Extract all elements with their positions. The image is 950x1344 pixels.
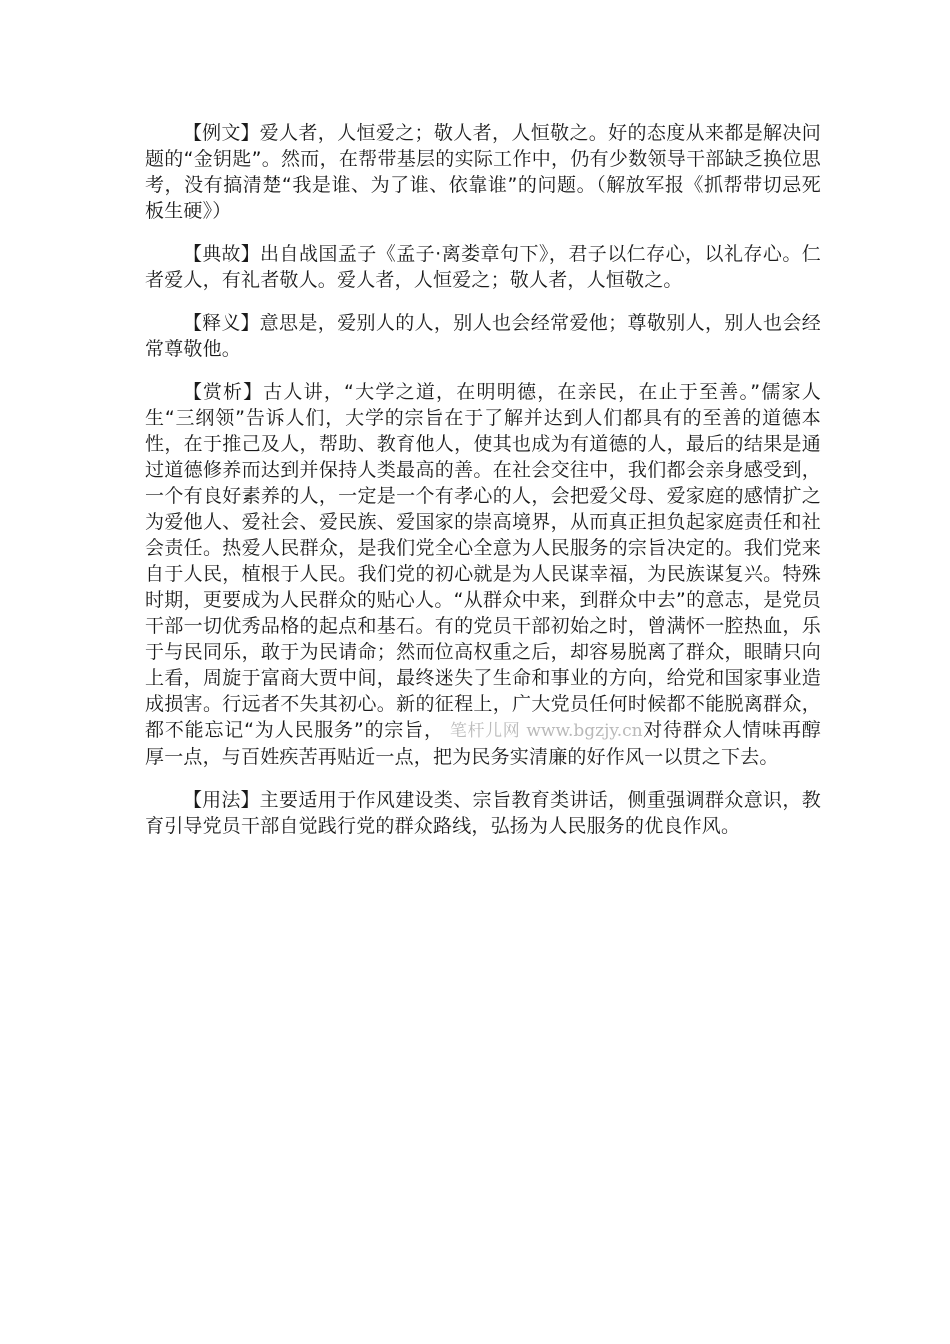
paragraph-appreciation bbox=[145, 379, 821, 770]
section-heading-meaning: 【释义】 bbox=[183, 312, 260, 334]
paragraph-text: 意思是，爱别人的人，别人也会经常爱他；尊敬别人，别人也会经常尊敬他。 bbox=[145, 312, 821, 360]
document-page bbox=[145, 120, 821, 856]
section-heading-allusion: 【典故】 bbox=[183, 243, 261, 265]
paragraph-text: 古人讲，“大学之道，在明明德，在亲民，在止于至善。”儒家人生“三纲领”告诉人们，大学的宗旨在于了解并达到人们都具有的至善的道德本性，在于推己及人，帮助、教育他人，使其也成为有道德的人，最后的结果是通过道德修养而达到并保持人类最高的善。在社会交往中，我们都会亲身感受到，一个有良好素养的人，一定是一个有孝心的人，会把爱父母、爱家庭的感情扩之为爱他人、爱社会、爱民族、爱国家的崇高境界，从而真正担负起家庭责任和社会责任。热爱人民群众，是我们党全心全意为人民服务的宗旨决定的。我们党来自于人民，植根于人民。我们党的初心就是为人民谋幸福，为民族谋复兴。特殊时期，更要成为人民群众的贴心人。“从群众中来，到群众中去”的意志，是党员干部一切优秀品格的起点和基石。有的党员干部初始之时，曾满怀一腔热血，乐于与民同乐，敢于为民请命；然而位高权重之后，却容易脱离了群众，眼睛只向上看，周旋于富商大贾中间，最终迷失了生命和事业的方向，给党和国家事业造成损害。行远者不失其初心。新的征程上，广大党员任何时候都不能脱离群众，都不能忘记“为人民服务”的宗旨， bbox=[145, 381, 821, 741]
paragraph-meaning bbox=[145, 310, 821, 362]
watermark: 笔杆儿网 www.bgzjy.cn bbox=[449, 721, 643, 741]
section-heading-usage: 【用法】 bbox=[183, 789, 260, 811]
paragraph-allusion bbox=[145, 241, 821, 293]
paragraph-usage bbox=[145, 787, 821, 839]
paragraph-text: 爱人者，人恒爱之；敬人者，人恒敬之。好的态度从来都是解决问题的“金钥匙”。然而，在帮带基层的实际工作中，仍有少数领导干部缺乏换位思考，没有搞清楚“我是谁、为了谁、依靠谁”的问题。（解放军报《抓帮带切忌死板生硬》） bbox=[145, 122, 821, 222]
paragraph-example bbox=[145, 120, 821, 224]
paragraph-text-continued: 对待群众人情味再醇厚一点，与百姓疾苦再贴近一点，把为民务实清廉的好作风一以贯之下去。 bbox=[145, 719, 822, 768]
paragraph-text: 主要适用于作风建设类、宗旨教育类讲话，侧重强调群众意识，教育引导党员干部自觉践行党的群众路线，弘扬为人民服务的优良作风。 bbox=[145, 789, 821, 837]
section-heading-appreciation: 【赏析】 bbox=[183, 381, 264, 403]
paragraph-text: 出自战国孟子《孟子·离娄章句下》，君子以仁存心，以礼存心。仁者爱人，有礼者敬人。爱人者，人恒爱之；敬人者，人恒敬之。 bbox=[145, 243, 821, 291]
section-heading-example: 【例文】 bbox=[183, 122, 260, 144]
